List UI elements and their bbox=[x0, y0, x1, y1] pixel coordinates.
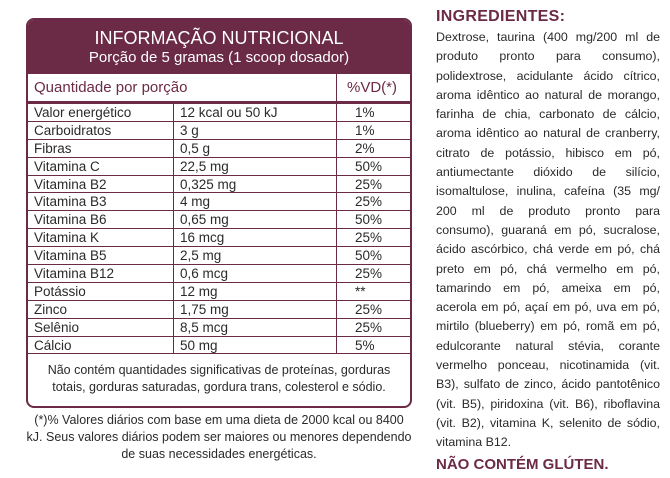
nutrient-vd: 1% bbox=[337, 103, 411, 122]
vd-header: %VD(*) bbox=[337, 74, 411, 103]
nutrient-name: Zinco bbox=[28, 300, 174, 318]
nutrient-amount: 22,5 mg bbox=[174, 157, 337, 175]
nutrient-amount: 50 mg bbox=[174, 336, 337, 354]
nutrient-name: Fibras bbox=[28, 139, 174, 157]
nutrient-vd: ** bbox=[337, 282, 411, 300]
nutrient-amount: 2,5 mg bbox=[174, 247, 337, 265]
nutrient-name: Vitamina B5 bbox=[28, 247, 174, 265]
nutrient-amount: 0,65 mg bbox=[174, 211, 337, 229]
table-row bbox=[28, 121, 410, 139]
nutrient-vd: 50% bbox=[337, 157, 411, 175]
nutrient-name: Vitamina B12 bbox=[28, 265, 174, 283]
table-row bbox=[28, 157, 410, 175]
nutrient-vd: 1% bbox=[337, 121, 411, 139]
nutrient-name: Vitamina B2 bbox=[28, 175, 174, 193]
nutrient-vd: 5% bbox=[337, 336, 411, 354]
nutrient-name: Vitamina B3 bbox=[28, 193, 174, 211]
nutrition-title: INFORMAÇÃO NUTRICIONAL bbox=[94, 28, 344, 48]
quantity-header: Quantidade por porção bbox=[28, 74, 337, 103]
table-row bbox=[28, 103, 410, 122]
nutrition-facts-panel bbox=[26, 18, 412, 408]
nutrient-vd: 25% bbox=[337, 193, 411, 211]
nutrient-amount: 0,6 mcg bbox=[174, 265, 337, 283]
nutrient-vd: 50% bbox=[337, 247, 411, 265]
nutrient-amount: 12 kcal ou 50 kJ bbox=[174, 103, 337, 122]
gluten-free-notice: NÃO CONTÉM GLÚTEN. bbox=[436, 456, 609, 473]
nutrient-name: Valor energético bbox=[28, 103, 174, 122]
table-row bbox=[28, 229, 410, 247]
table-header-row bbox=[28, 74, 410, 103]
table-row bbox=[28, 247, 410, 265]
nutrient-amount: 8,5 mcg bbox=[174, 318, 337, 336]
table-row bbox=[28, 211, 410, 229]
nutrient-name: Vitamina B6 bbox=[28, 211, 174, 229]
table-row bbox=[28, 175, 410, 193]
table-row bbox=[28, 336, 410, 354]
nutrient-vd: 2% bbox=[337, 139, 411, 157]
nutrition-header bbox=[28, 20, 410, 74]
nutrient-name: Vitamina K bbox=[28, 229, 174, 247]
nutrient-vd: 25% bbox=[337, 229, 411, 247]
ingredients-title: INGREDIENTES: bbox=[436, 8, 566, 25]
nutrient-amount: 16 mcg bbox=[174, 229, 337, 247]
nutrient-name: Cálcio bbox=[28, 336, 174, 354]
nutrient-vd: 25% bbox=[337, 175, 411, 193]
nutrient-vd: 25% bbox=[337, 265, 411, 283]
nutrient-amount: 0,325 mg bbox=[174, 175, 337, 193]
nutrient-vd: 25% bbox=[337, 300, 411, 318]
nutrient-name: Vitamina C bbox=[28, 157, 174, 175]
table-row bbox=[28, 282, 410, 300]
nutrient-vd: 25% bbox=[337, 318, 411, 336]
nutrient-vd: 50% bbox=[337, 211, 411, 229]
table-row bbox=[28, 318, 410, 336]
nutrient-amount: 0,5 g bbox=[174, 139, 337, 157]
ingredients-text: Dextrose, taurina (400 mg/200 ml de produto pronto para consumo), polidextrose, acidulante ácido cítrico, aroma idêntico ao natural de morango, farinha de chia, carbonato de cálcio, aroma idêntico ao natural de cranberry, citrato de potássio, hibisco em pó, antiumectante dióxido de silício, isomaltulose, inulina, cafeína (35 mg/ 200 ml de produto pronto para consumo), guaraná em pó, sucralose, ácido ascórbico, chá verde em pó, chá preto em pó, chá vermelho em pó, tamarindo em pó, ameixa em pó, acerola em pó, açaí em pó, uva em pó, mirtilo (blueberry) em pó, romã em pó, edulcorante natural stévia, corante vermelho ponceau, nicotinamida (vit. B3), sulfato de zinco, ácido pantotênico (vit. B5), piridoxina (vit. B6), riboflavina (vit. B2), vitamina K, selenito de sódio, vitamina B12. bbox=[436, 30, 660, 450]
nutrient-amount: 4 mg bbox=[174, 193, 337, 211]
serving-size: Porção de 5 gramas (1 scoop dosador) bbox=[88, 49, 350, 66]
ingredients-section bbox=[436, 8, 660, 453]
nutrient-name: Carboidratos bbox=[28, 121, 174, 139]
nutrient-name: Selênio bbox=[28, 318, 174, 336]
nutrient-amount: 1,75 mg bbox=[174, 300, 337, 318]
vd-footnote: (*)% Valores diários com base em uma dieta de 2000 kcal ou 8400 kJ. Seus valores diários podem ser maiores ou menores dependendo de suas necessidades energéticas. bbox=[26, 413, 412, 461]
nutrient-name: Potássio bbox=[28, 282, 174, 300]
table-row bbox=[28, 265, 410, 283]
table-row bbox=[28, 139, 410, 157]
table-row bbox=[28, 300, 410, 318]
nutrient-amount: 12 mg bbox=[174, 282, 337, 300]
table-row bbox=[28, 193, 410, 211]
nutrient-amount: 3 g bbox=[174, 121, 337, 139]
nutrition-note: Não contém quantidades significativas de proteínas, gorduras totais, gorduras saturadas, gordura trans, colesterol e sódio. bbox=[47, 363, 391, 395]
nutrition-table bbox=[28, 74, 410, 354]
